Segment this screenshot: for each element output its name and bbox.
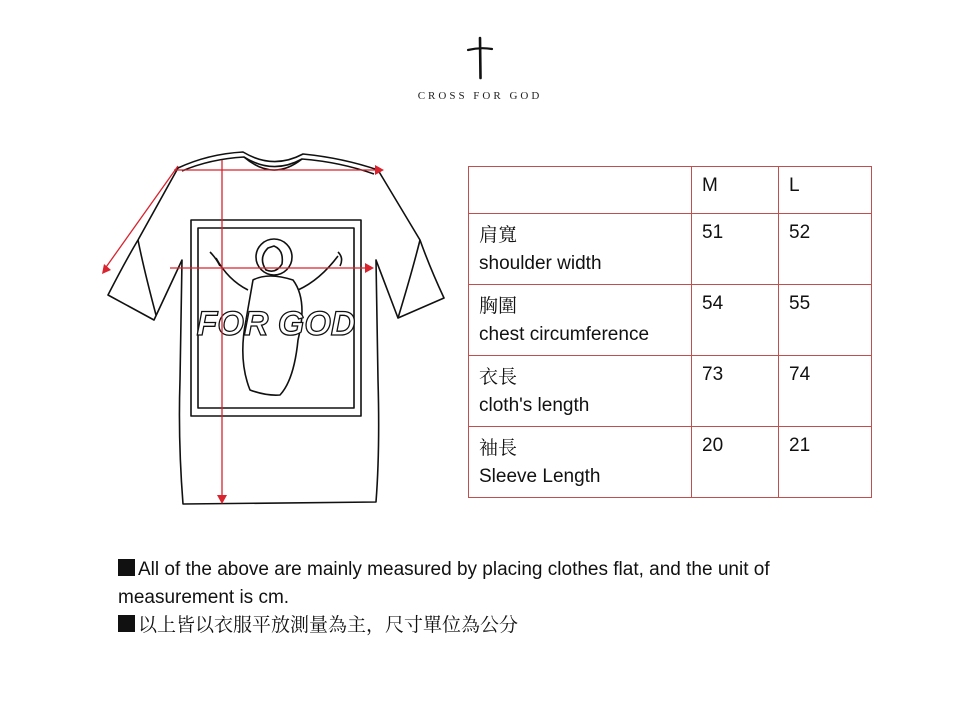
note-chinese: [118, 612, 838, 640]
value-l: 55: [779, 285, 872, 356]
row-label: [469, 356, 692, 427]
square-bullet-icon: [118, 559, 135, 576]
note-english: [118, 556, 838, 612]
table-row: [469, 427, 872, 498]
brand-name: CROSS FOR GOD: [417, 90, 543, 102]
label-zh: 袖長: [479, 438, 518, 459]
note-english-text: All of the above are mainly measured by placing clothes flat, and the unit of measurement is cm.: [118, 559, 770, 608]
label-zh: 衣長: [479, 367, 518, 388]
header-cell-m: M: [692, 167, 779, 214]
value-m: 54: [692, 285, 779, 356]
value-l: 74: [779, 356, 872, 427]
note-chinese-text: 以上皆以衣服平放測量為主，尺寸單位為公分: [138, 615, 519, 636]
label-en: cloth's length: [479, 395, 590, 416]
label-en: Sleeve Length: [479, 466, 601, 487]
row-label: [469, 285, 692, 356]
measurement-notes: [118, 556, 838, 640]
label-en: shoulder width: [479, 253, 602, 274]
table-row: [469, 285, 872, 356]
shirt-print-text: FOR GOD: [196, 305, 356, 343]
header-cell-l: L: [779, 167, 872, 214]
cross-icon: [465, 36, 495, 80]
value-m: 73: [692, 356, 779, 427]
table-row: [469, 214, 872, 285]
row-label: [469, 427, 692, 498]
value-m: 20: [692, 427, 779, 498]
value-m: 51: [692, 214, 779, 285]
square-bullet-icon: [118, 615, 135, 632]
table-row: [469, 356, 872, 427]
label-zh: 肩寬: [479, 225, 518, 246]
label-en: chest circumference: [479, 324, 650, 345]
table-header-row: [469, 167, 872, 214]
header-cell-empty: [469, 167, 692, 214]
value-l: 21: [779, 427, 872, 498]
value-l: 52: [779, 214, 872, 285]
size-chart-table: [468, 166, 872, 498]
tshirt-illustration: [98, 140, 448, 510]
row-label: [469, 214, 692, 285]
brand-logo: [0, 36, 960, 102]
label-zh: 胸圍: [479, 296, 518, 317]
